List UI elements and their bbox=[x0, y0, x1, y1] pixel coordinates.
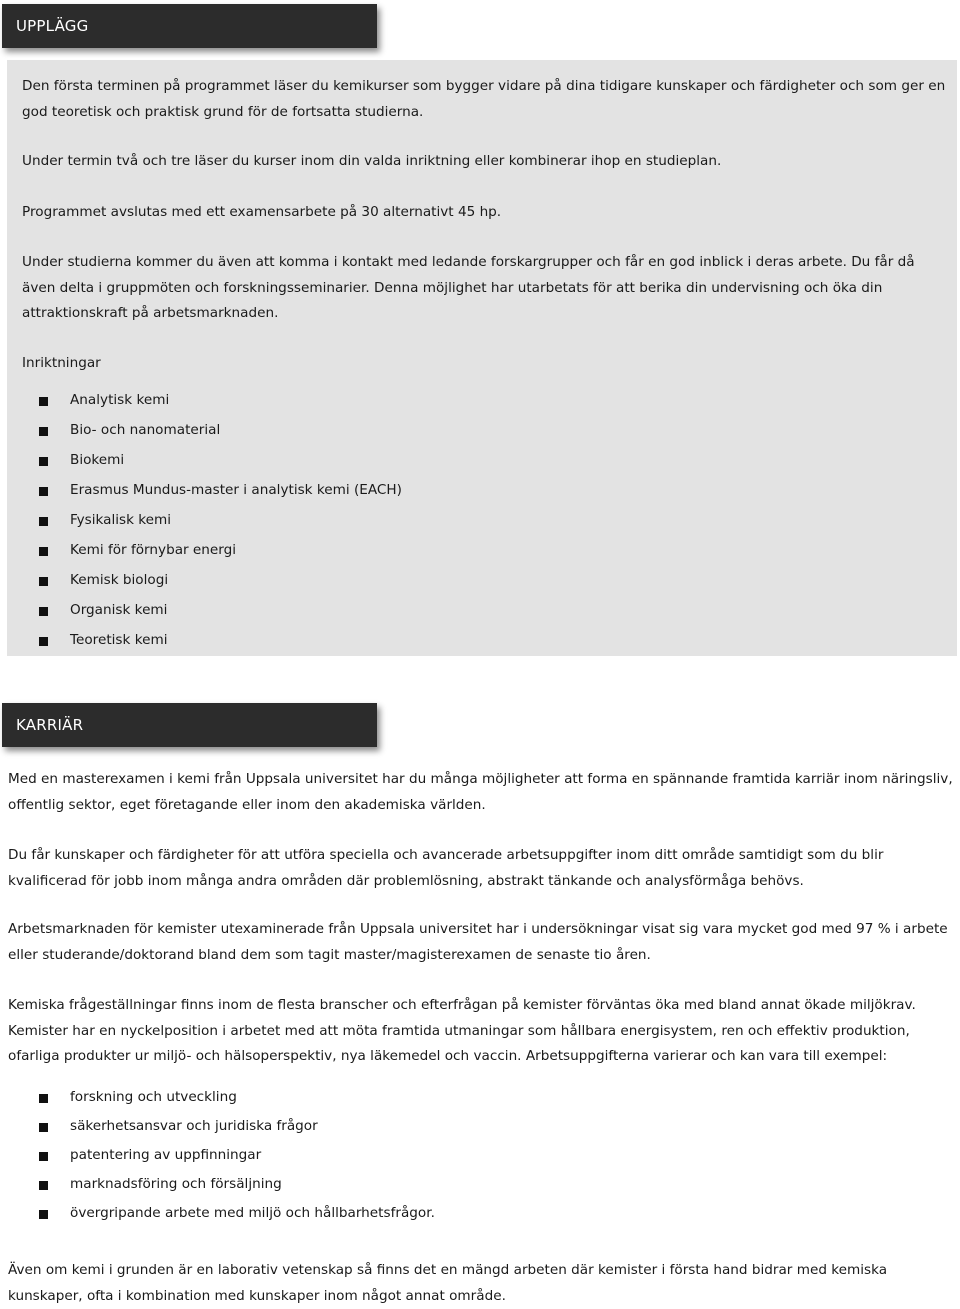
list-item: marknadsföring och försäljning bbox=[22, 1172, 922, 1201]
bullet-square-icon bbox=[39, 607, 48, 616]
upplagg-paragraph-3: Programmet avslutas med ett examensarbete på 30 alternativt 45 hp. bbox=[22, 204, 502, 220]
list-item: patentering av uppfinningar bbox=[22, 1143, 922, 1172]
list-item: Fysikalisk kemi bbox=[22, 508, 922, 538]
karriar-closing-paragraph: Även om kemi i grunden är en laborativ vetenskap så finns det en mängd arbeten där kemister i första hand bidrar med kemiska kunskaper, ofta i kombination med kunskaper inom något annat område. bbox=[8, 1262, 888, 1304]
upplagg-paragraph-4: Under studierna kommer du även att komma i kontakt med ledande forskargrupper och får en god inblick i deras arbete. Du får då även delta i gruppmöten och forskningsseminarier. Denna möjlighet har utarbetats för att berika din undervisning och öka din attraktionskraft på arbetsmarknaden. bbox=[22, 254, 915, 321]
bullet-square-icon bbox=[39, 1094, 48, 1103]
karriar-paragraph-2: Du får kunskaper och färdigheter för att utföra speciella och avancerade arbetsuppgifter inom ditt område samtidigt som du blir kvalificerad för jobb inom många andra områden där problemlösning, abstrakt tänkande och analysförmåga behövs. bbox=[8, 847, 884, 889]
inriktningar-label: Inriktningar bbox=[22, 355, 101, 371]
section-header-karriar bbox=[2, 703, 377, 747]
bullet-square-icon bbox=[39, 427, 48, 436]
upplagg-paragraph-1: Den första terminen på programmet läser du kemikurser som bygger vidare på dina tidigare kunskaper och färdigheter och som ger en god teoretisk och praktisk grund för de fortsatta studierna. bbox=[22, 78, 946, 120]
bullet-square-icon bbox=[39, 457, 48, 466]
karriar-paragraph-1: Med en masterexamen i kemi från Uppsala universitet har du många möjligheter att forma en spännande framtida karriär inom näringsliv, offentlig sektor, eget företagande eller inom den akademiska världen. bbox=[8, 771, 953, 813]
karriar-paragraph-4: Kemiska frågeställningar finns inom de flesta branscher och efterfrågan på kemister förväntas öka med bland annat ökade miljökrav. Kemister har en nyckelposition i arbetet med att möta framtida utmaningar som hållbara energisystem, ren och effektiv produktion, ofarliga produkter ur miljö- och hälsoperspektiv, nya läkemedel och vaccin. Arbetsuppgifterna varierar och kan vara till exempel: bbox=[8, 997, 916, 1064]
list-item: Erasmus Mundus-master i analytisk kemi (EACH) bbox=[22, 478, 922, 508]
section-header-upplagg bbox=[2, 4, 377, 48]
arbetsuppgifter-list bbox=[22, 1085, 922, 1230]
list-item: säkerhetsansvar och juridiska frågor bbox=[22, 1114, 922, 1143]
upplagg-paragraph-2: Under termin två och tre läser du kurser inom din valda inriktning eller kombinerar ihop en studieplan. bbox=[22, 153, 722, 169]
list-item: Bio- och nanomaterial bbox=[22, 418, 922, 448]
bullet-square-icon bbox=[39, 1210, 48, 1219]
bullet-square-icon bbox=[39, 1181, 48, 1190]
list-item: Kemisk biologi bbox=[22, 568, 922, 598]
bullet-square-icon bbox=[39, 547, 48, 556]
bullet-square-icon bbox=[39, 397, 48, 406]
list-item: övergripande arbete med miljö och hållbarhetsfrågor. bbox=[22, 1201, 922, 1230]
bullet-square-icon bbox=[39, 1123, 48, 1132]
list-item: Analytisk kemi bbox=[22, 388, 922, 418]
list-item: forskning och utveckling bbox=[22, 1085, 922, 1114]
karriar-paragraph-3: Arbetsmarknaden för kemister utexaminerade från Uppsala universitet har i undersökningar visat sig vara mycket god med 97 % i arbete eller studerande/doktorand bland dem som tagit master/magisterexamen de senaste tio åren. bbox=[8, 921, 948, 963]
list-item: Kemi för förnybar energi bbox=[22, 538, 922, 568]
bullet-square-icon bbox=[39, 577, 48, 586]
list-item: Biokemi bbox=[22, 448, 922, 478]
section-title-upplagg: UPPLÄGG bbox=[16, 17, 89, 35]
bullet-square-icon bbox=[39, 637, 48, 646]
inriktningar-list bbox=[22, 388, 922, 658]
list-item: Organisk kemi bbox=[22, 598, 922, 628]
bullet-square-icon bbox=[39, 487, 48, 496]
section-title-karriar: KARRIÄR bbox=[16, 716, 84, 734]
bullet-square-icon bbox=[39, 1152, 48, 1161]
list-item: Teoretisk kemi bbox=[22, 628, 922, 658]
bullet-square-icon bbox=[39, 517, 48, 526]
